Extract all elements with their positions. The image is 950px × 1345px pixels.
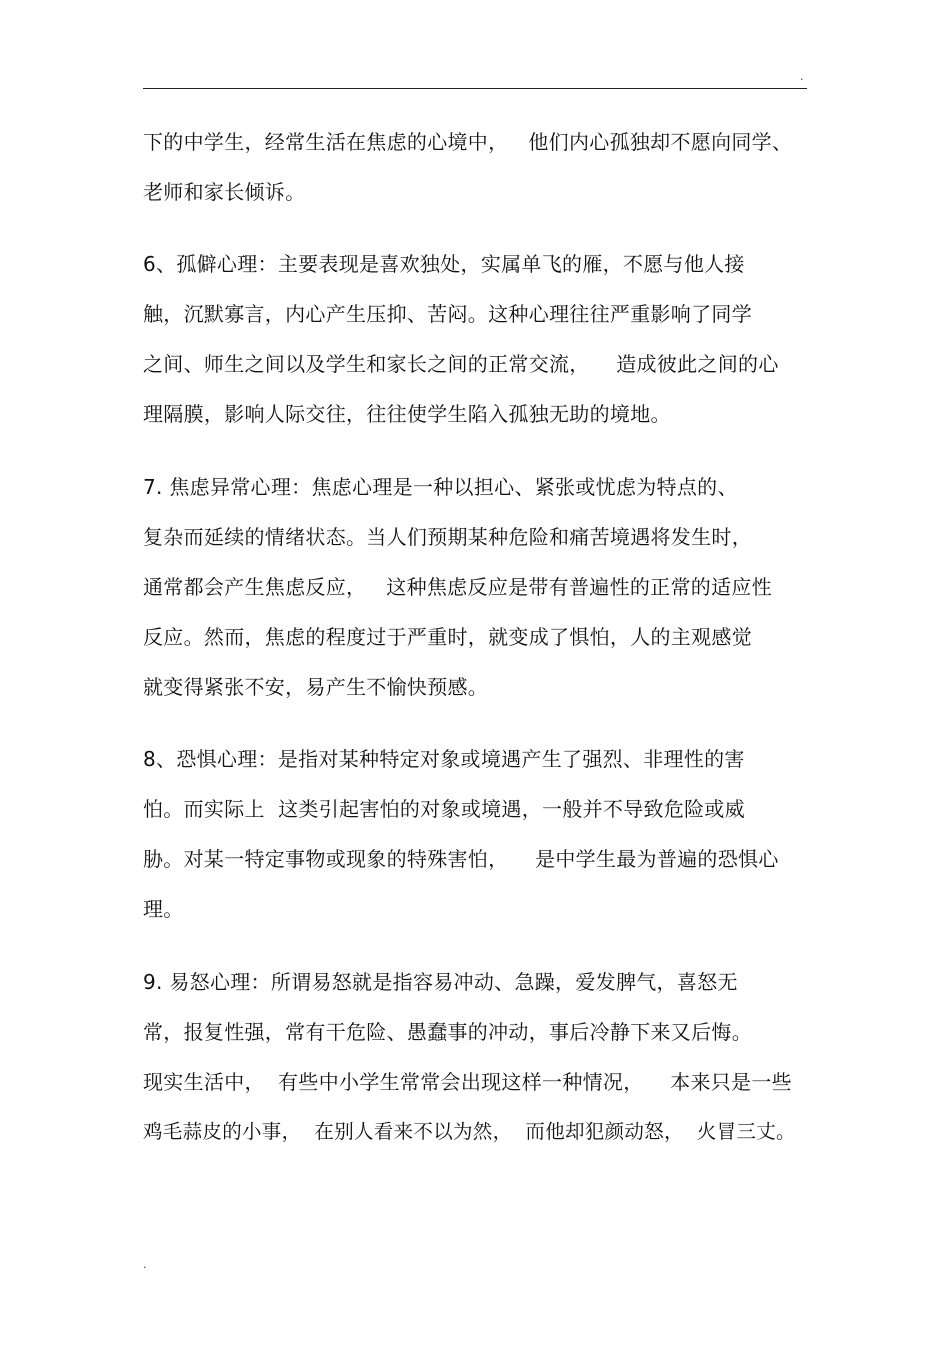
header-dot: . xyxy=(800,70,804,83)
text-line: 理隔膜，影响人际交往，往往使学生陷入孤独无助的境地。 xyxy=(143,402,671,426)
text-line: 现实生活中， 有些中小学生常常会出现这样一种情况， 本来只是一些 xyxy=(143,1070,792,1094)
text-line: 胁。对某一特定事物或现象的特殊害怕， 是中学生最为普遍的恐惧心 xyxy=(143,847,779,871)
text-line: 反应。然而，焦虑的程度过于严重时，就变成了惧怕，人的主观感觉 xyxy=(143,625,752,649)
text-line: 9. 易怒心理：所谓易怒就是指容易冲动、急躁，爱发脾气，喜怒无 xyxy=(143,970,738,994)
header-rule xyxy=(143,88,807,89)
text-line: 理。 xyxy=(143,897,184,921)
text-line: 触，沉默寡言，内心产生压抑、苦闷。这种心理往往严重影响了同学 xyxy=(143,302,752,326)
text-line: 7. 焦虑异常心理：焦虑心理是一种以担心、紧张或忧虑为特点的、 xyxy=(143,475,738,499)
text-line: 之间、师生之间以及学生和家长之间的正常交流， 造成彼此之间的心 xyxy=(143,352,779,376)
text-line: 鸡毛蒜皮的小事， 在别人看来不以为然， 而他却犯颜动怒， 火冒三丈。 xyxy=(143,1120,796,1143)
text-line: 6、孤僻心理：主要表现是喜欢独处，实属单飞的雁，不愿与他人接 xyxy=(143,252,745,276)
text-line: 老师和家长倾诉。 xyxy=(143,180,306,204)
text-line: 常，报复性强，常有干危险、愚蠢事的冲动，事后冷静下来又后悔。 xyxy=(143,1020,752,1044)
text-line: 下的中学生，经常生活在焦虑的心境中， 他们内心孤独却不愿向同学、 xyxy=(143,130,793,154)
text-line: 就变得紧张不安，易产生不愉快预感。 xyxy=(143,675,489,699)
footer-dot: . xyxy=(143,1258,147,1271)
text-line: 8、恐惧心理：是指对某种特定对象或境遇产生了强烈、非理性的害 xyxy=(143,747,745,771)
text-line: 通常都会产生焦虑反应， 这种焦虑反应是带有普遍性的正常的适应性 xyxy=(143,575,772,599)
text-line: 复杂而延续的情绪状态。当人们预期某种危险和痛苦境遇将发生时， xyxy=(143,525,752,549)
text-line: 怕。而实际上 这类引起害怕的对象或境遇，一般并不导致危险或威 xyxy=(143,797,746,821)
